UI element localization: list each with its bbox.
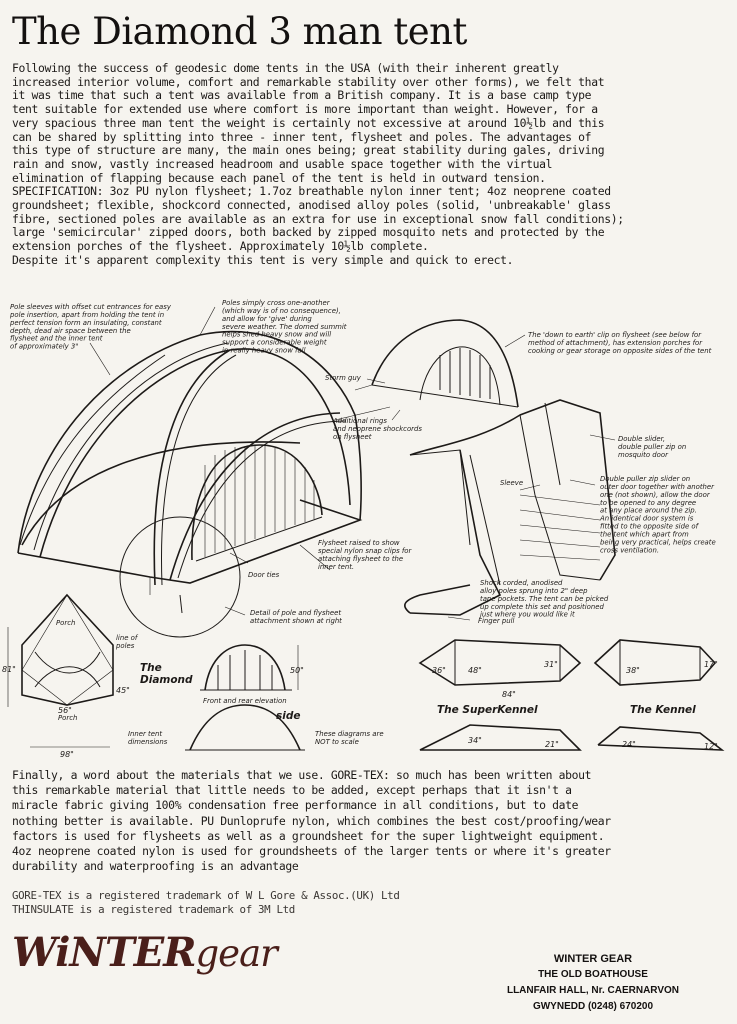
dim-81: 81"	[2, 665, 16, 674]
diamond-plan-diagram	[8, 595, 113, 747]
dim-k24: 24"	[622, 740, 636, 749]
label-superkennel: The SuperKennel	[437, 704, 538, 716]
company-address	[498, 951, 688, 1015]
dim-k12: 12"	[704, 742, 718, 751]
label-storm-guy: Storm guy	[325, 374, 361, 382]
label-finger-pull: Finger pull	[478, 617, 515, 625]
label-porch-top: Porch	[56, 619, 76, 627]
dim-sk48: 48"	[468, 666, 482, 675]
dim-sk84: 84"	[502, 690, 516, 699]
label-door-ties: Door ties	[248, 571, 280, 579]
label-sleeve: Sleeve	[500, 479, 524, 487]
kennel-diagrams	[420, 640, 722, 750]
label-double-slider: Double slider, double puller zip on mosquito door	[618, 435, 687, 459]
address-company-name: WINTER GEAR	[553, 953, 633, 965]
dim-sk31: 31"	[544, 660, 558, 669]
dim-k38: 38"	[626, 666, 640, 675]
label-side: side	[276, 710, 301, 722]
label-kennel: The Kennel	[630, 704, 696, 716]
label-porch-bottom: Porch	[58, 714, 78, 722]
detail-circle	[120, 517, 240, 637]
materials-paragraph: Finally, a word about the materials that we use. GORE-TEX: so much has been written about this remarkable material that little needs to be added, except perhaps that it isn't a miracle fabric giving 100% condensation free performance in all conditions, but to date nothing better is available. PU Dunloprufe nylon, which combines the best cost/proofing/wear factors is used for flysheets as well as a groundsheet for the super lightweight equipment. 4oz neoprene coated nylon is used for groundsheets of the larger tents or where it's greater durability and waterproofing is an advantage	[12, 768, 611, 874]
address-line-1: THE OLD BOATHOUSE	[538, 969, 648, 980]
intro-paragraph: Following the success of geodesic dome tents in the USA (with their inherent greatly increased interior volume, comfort and remarkable stability over other forms), we felt that it was time that such a tent was available from a British company. It is a base camp type tent suitable for extended use where comfort is more important than weight. However, for a very spacious three man tent the weight is certainly not excessive at around 10½lb and this can be shared by splitting into three - inner tent, flysheet and poles. The advantages of this type of structure are many, the main ones being; great stability during gales, driving rain and snow, vastly increased headroom and usable space together with the virtual elimination of flapping because each panel of the tent is held in outward tension. SPECIFICATION: 3oz PU nylon flysheet; 1.7oz breathable nylon inner tent; 4oz neoprene coated groundsheet; flexible, shockcord connected, anodised alloy poles (solid, 'unbreakable' glass fibre, sectioned poles are available as an extra for use in exceptional snow fall conditions); large 'semicircular' zipped doors, both backed by zipped mosquito nets and protected by the extension porches of the flysheet. Approximately 10½lb complete. Despite it's apparent complexity this tent is very simple and quick to erect.	[12, 61, 624, 267]
label-diamond-name: The Diamond	[140, 662, 193, 687]
logo-part-1: WiNTER	[12, 929, 196, 976]
trademark-notes: GORE-TEX is a registered trademark of W L Gore & Assoc.(UK) Ltd THINSULATE is a registered trademark of 3M Ltd	[12, 889, 400, 916]
address-line-2: LLANFAIR HALL, Nr. CAERNARVON	[506, 985, 680, 996]
dim-sk34: 34"	[468, 736, 482, 745]
dim-sk21: 21"	[545, 740, 559, 749]
tent-illustrations	[0, 295, 737, 765]
address-line-3: GWYNEDD (0248) 670200	[532, 1001, 654, 1012]
label-clip: The 'down to earth' clip on flysheet (see below for method of attachment), has extension porches for cooking or gear storage on opposite sides of the tent	[528, 331, 712, 355]
small-tent-drawing	[355, 320, 518, 420]
label-front-rear: Front and rear elevation	[203, 697, 287, 705]
label-flysheet-raised: Flysheet raised to show special nylon snap clips for attaching flysheet to the inner tent.	[318, 539, 412, 571]
dim-98: 98"	[60, 750, 74, 759]
label-inner-tent: Inner tent dimensions	[128, 730, 168, 746]
dim-45: 45"	[116, 686, 130, 695]
dim-sk36: 36"	[432, 666, 446, 675]
dim-k17: 17"	[704, 660, 718, 669]
label-pole-sleeves: Pole sleeves with offset cut entrances for easy pole insertion, apart from holding the tent in perfect tension form an insulating, constant depth, dead air space between the flysheet and the inner tent of approximately 3"	[10, 303, 171, 351]
dim-50: 50"	[290, 666, 304, 675]
label-not-to-scale: These diagrams are NOT to scale	[315, 730, 384, 746]
page-title: The Diamond 3 man tent	[12, 10, 467, 53]
diamond-tent-drawing	[18, 332, 361, 637]
label-double-puller: Double puller zip slider on outer door together with another one (not shown), allow the door to be opened to any degree at any place around the zip. An identical door system is fitted to the opposite side of the tent which apart from being very practical, helps create cross ventilation.	[600, 475, 716, 555]
label-line-of-poles: line of poles	[116, 634, 138, 650]
winter-gear-logo	[12, 929, 277, 976]
door-mesh	[205, 445, 314, 557]
dim-56: 56"	[58, 706, 72, 715]
label-shock-corded: Shock corded, anodised alloy poles sprung into 2" deep tape pockets. The tent can be picked up complete this set and positioned just where you would like it	[480, 579, 609, 619]
logo-part-2: gear	[195, 932, 277, 975]
label-rings: Additional rings and neoprene shockcords on flysheet	[333, 417, 422, 441]
label-detail: Detail of pole and flysheet attachment shown at right	[250, 609, 342, 625]
label-poles-cross: Poles simply cross one-another (which way is of no consequence), and allow for 'give' during severe weather. The domed summit helps shed heavy snow and will support a considerable weight in really heavy snow fall	[222, 299, 347, 355]
